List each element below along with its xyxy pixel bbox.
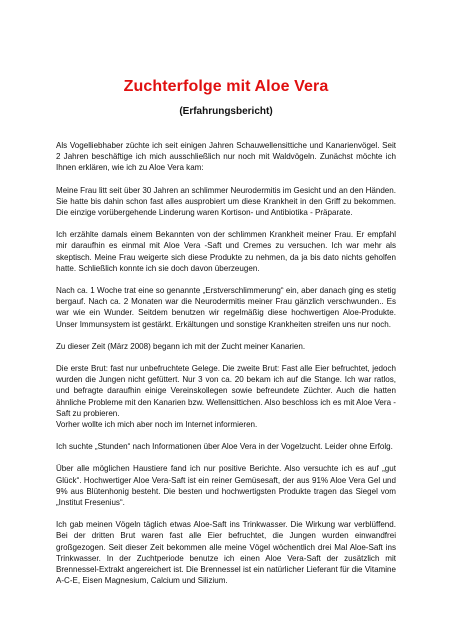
paragraph: Nach ca. 1 Woche trat eine so genannte „Erstverschlimmerung“ ein, aber danach ging es stetig bergauf. Nach ca. 2 Monaten war die Neurodermitis meiner Frau gänzlich verschwunden.. Es war wie ein Wunder. Seitdem benutzen wir regelmäßig diese hochwertigen Aloe-Produkte. Unser Immunsystem ist gestärkt. Erkältungen und sonstige Krankheiten streifen uns nur noch. bbox=[56, 286, 396, 329]
paragraph: Zu dieser Zeit (März 2008) begann ich mit der Zucht meiner Kanarien. bbox=[56, 341, 306, 351]
paragraph: Über alle möglichen Haustiere fand ich nur positive Berichte. Also versuchte ich es auf „gut Glück“. Hochwertiger Aloe Vera-Saft ist ein reiner Gemüsesaft, der aus 91% Aloe Vera Gel und 9% aus Blütenhonig besteht. Die besten und hochwertigsten Produkte tragen das Siegel vom „Institut Fresenius“. bbox=[56, 464, 396, 508]
paragraph: Ich suchte „Stunden“ nach Informationen über Aloe Vera in der Vogelzucht. Leider ohne Erfolg. bbox=[56, 442, 393, 452]
document-body bbox=[56, 140, 396, 598]
paragraph: Die erste Brut: fast nur unbefruchtete Gelege. Die zweite Brut: Fast alle Eier befruchtet, jedoch wurden die Jungen nicht gefüttert. Nur 3 von ca. 20 bekam ich auf die Stange. Ich war ratlos, und befragte daraufhin einige Vereinskollegen sowie befreundete Züchter. Auch die hatten ähnliche Probleme mit den Kanarien bzw. Wellensittichen. Also beschloss ich es mit Aloe Vera - Saft zu probieren. bbox=[56, 364, 396, 418]
document-title: Zuchterfolge mit Aloe Vera bbox=[123, 78, 329, 95]
paragraph: Vorher wollte ich mich aber noch im Internet informieren. bbox=[56, 420, 258, 430]
paragraph: Ich erzählte damals einem Bekannten von der schlimmen Krankheit meiner Frau. Er empfahl mir daraufhin es einmal mit Aloe Vera -Saft und Cremes zu versuchen. Ich war mehr als skeptisch. Meine Frau weigerte sich diese Produkte zu nehmen, da ja bis dato nichts geholfen hatte. Schließlich konnte ich sie doch davon überzeugen. bbox=[56, 230, 396, 273]
paragraph: Meine Frau litt seit über 30 Jahren an schlimmer Neurodermitis im Gesicht und an den Händen. Sie hatte bis dahin schon fast alles ausprobiert um diese Krankheit in den Griff zu bekommen. Die einzige vorübergehende Linderung waren Kortison- und Antibiotika - Präparate. bbox=[56, 185, 396, 218]
paragraph: Ich gab meinen Vögeln täglich etwas Aloe-Saft ins Trinkwasser. Die Wirkung war verblüffend. Bei der dritten Brut waren fast alle Eier befruchtet, die Jungen wurden einwandfrei großgezogen. Seit dieser Zeit bekommen alle meine Vögel wöchentlich drei Mal Aloe-Saft ins Trinkwasser. In der Zuchtperiode benutze ich einen Aloe Vera-Saft der zusätzlich mit Brennessel-Extrakt angereichert ist. Die Brennessel ist ein natürlicher Lieferant für die Vitamine A-C-E, Eisen Magnesium, Calcium und Silizium. bbox=[56, 520, 396, 586]
document-subtitle: (Erfahrungsbericht) bbox=[179, 106, 273, 117]
paragraph: Als Vogelliebhaber züchte ich seit einigen Jahren Schauwellensittiche und Kanarienvögel. Seit 2 Jahren beschäftige ich mich ausschließlich nur noch mit Waldvögeln. Zunächst möchte ich Ihnen erklären, wie ich zu Aloe Vera kam: bbox=[56, 141, 396, 173]
